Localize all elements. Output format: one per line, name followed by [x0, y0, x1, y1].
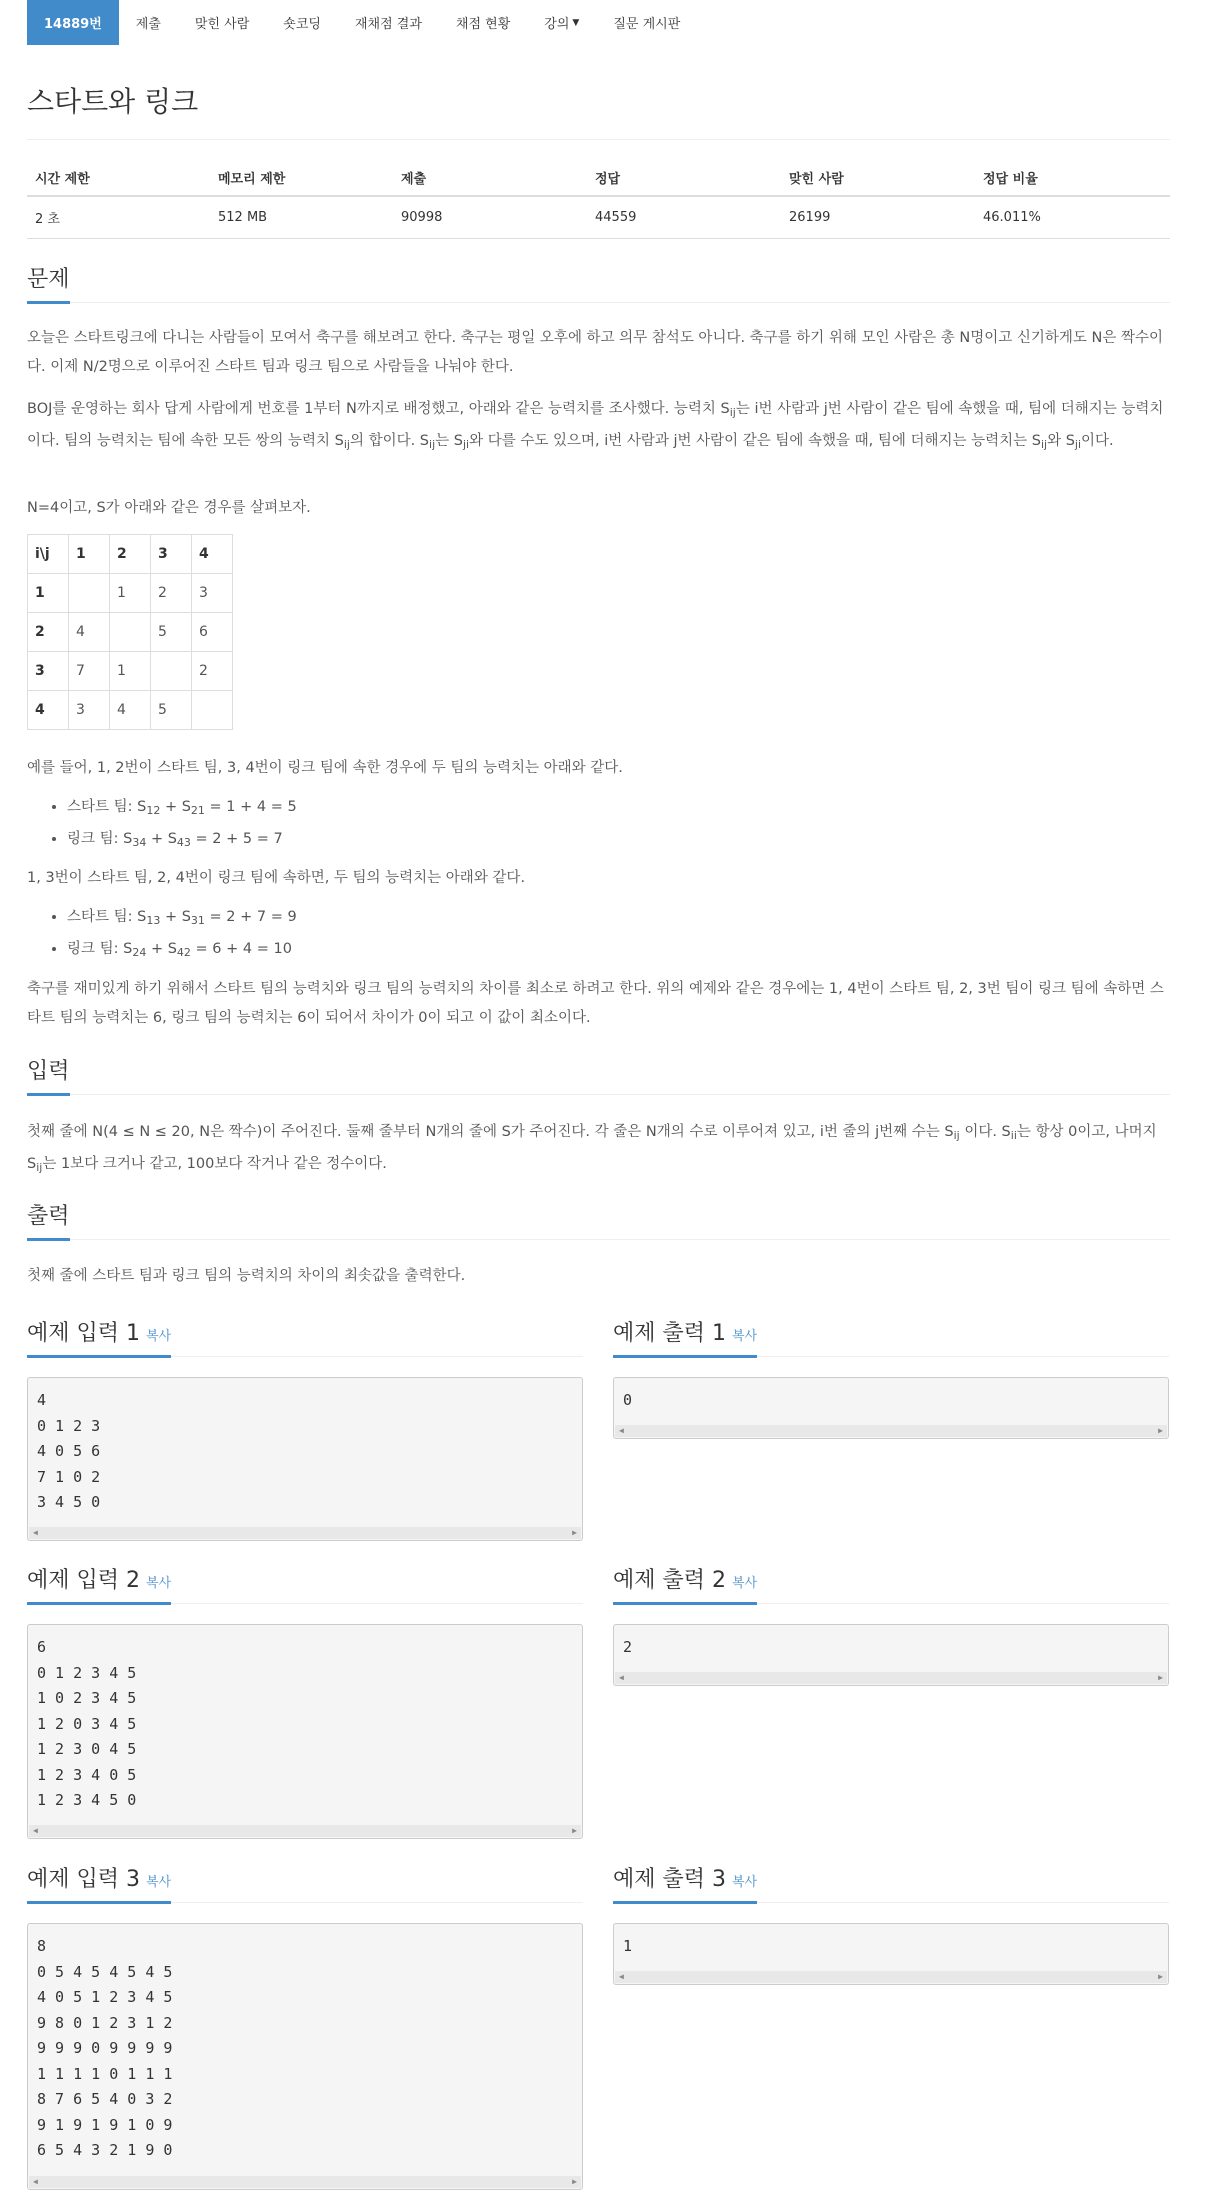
table-row	[27, 196, 1170, 239]
problem-info-table	[27, 162, 1170, 239]
submissions: 90998	[393, 196, 587, 239]
input-description: 첫째 줄에 N(4 ≤ N ≤ 20, N은 짝수)이 주어진다. 둘째 줄부터 N개의 줄에 S가 주어진다. 각 줄은 N개의 수로 이루어져 있고, i번 줄의 j번째 수는 $S_{ij}$ 이다. $S_{ii}$는 항상 0이고, 나머지 $S_{ij}$는 1보다 크거나 같고, 100보다 작거나 같은 정수이다.	[27, 1124, 1157, 1174]
table-header: 2	[110, 535, 151, 574]
table-row	[28, 652, 233, 691]
table-header: 맞힌 사람	[781, 162, 975, 196]
matrix-cell: 5	[151, 613, 192, 652]
table-header: 메모리 제한	[210, 162, 393, 196]
tab-question-board[interactable]: 질문 게시판	[613, 17, 681, 32]
horizontal-scrollbar[interactable]: ◀ ▶	[29, 1825, 581, 1837]
row-header: 3	[28, 652, 69, 691]
matrix-cell: 4	[110, 691, 151, 730]
sample-output-1-header	[613, 1316, 1169, 1358]
tab-solvers[interactable]: 맞힌 사람	[194, 17, 250, 32]
section-title: 예제 입력 2 복사	[27, 1563, 171, 1605]
matrix-cell	[192, 691, 233, 730]
table-header: 제출	[393, 162, 587, 196]
matrix-cell: 3	[192, 574, 233, 613]
matrix-cell	[69, 574, 110, 613]
section-title: 예제 입력 3 복사	[27, 1862, 171, 1904]
section-title: 예제 출력 3 복사	[613, 1862, 757, 1904]
table-row	[28, 574, 233, 613]
matrix-cell	[110, 613, 151, 652]
solvers: 26199	[781, 196, 975, 239]
list-item: • 스타트 팀: $S_{12} + S_{21} = 1 + 4 = 5$	[67, 793, 1067, 825]
section-title: 예제 출력 1 복사	[613, 1316, 757, 1358]
accepted: 44559	[587, 196, 781, 239]
statement-paragraph: 1, 3번이 스타트 팀, 2, 4번이 링크 팀에 속하면, 두 팀의 능력치는 아래와 같다.	[27, 870, 526, 886]
copy-button[interactable]: 복사	[146, 1576, 172, 1591]
table-header: 정답	[587, 162, 781, 196]
matrix-cell: 5	[151, 691, 192, 730]
matrix-cell: 2	[192, 652, 233, 691]
table-header: 4	[192, 535, 233, 574]
copy-button[interactable]: 복사	[732, 1576, 758, 1591]
matrix-cell: 6	[192, 613, 233, 652]
table-header: 정답 비율	[975, 162, 1170, 196]
problem-section-header	[27, 262, 1170, 304]
horizontal-scrollbar[interactable]: ◀ ▶	[615, 1971, 1167, 1983]
caret-down-icon: ▼	[572, 17, 580, 28]
horizontal-scrollbar[interactable]: ◀ ▶	[29, 2176, 581, 2188]
statement-paragraph: N=4이고, S가 아래와 같은 경우를 살펴보자.	[27, 500, 311, 516]
table-header: i\j	[28, 535, 69, 574]
row-header: 2	[28, 613, 69, 652]
copy-button[interactable]: 복사	[146, 1329, 172, 1344]
table-row	[28, 535, 233, 574]
tab-lectures-label: 강의	[544, 17, 570, 32]
memory-limit: 512 MB	[210, 196, 393, 239]
table-header: 시간 제한	[27, 162, 210, 196]
list-item: • 링크 팀: $S_{34} + S_{43} = 2 + 5 = 7$	[67, 825, 1067, 857]
matrix-cell: 3	[69, 691, 110, 730]
tab-status[interactable]: 채점 현황	[455, 17, 511, 32]
table-row	[28, 613, 233, 652]
tab-short-coding[interactable]: 숏코딩	[283, 17, 321, 32]
section-title: 예제 출력 2 복사	[613, 1563, 757, 1605]
statement-paragraph: 오늘은 스타트링크에 다니는 사람들이 모여서 축구를 해보려고 한다. 축구는 평일 오후에 하고 의무 참석도 아니다. 축구를 하기 위해 모인 사람은 총 N명이고 신기하게도 N은 짝수이다. 이제 N/2명으로 이루어진 스타트 팀과 링크 팀으로 사람들을 나눠야 한다.	[27, 330, 1164, 375]
table-row	[28, 691, 233, 730]
copy-button[interactable]: 복사	[146, 1875, 172, 1890]
sample-input-2-header	[27, 1563, 583, 1605]
problem-menu	[27, 0, 1170, 45]
tab-lectures[interactable]	[527, 0, 596, 45]
horizontal-scrollbar[interactable]: ◀ ▶	[29, 1527, 581, 1539]
sample-input-3-header	[27, 1862, 583, 1904]
example-list	[27, 903, 1067, 967]
sample-input-3[interactable]: 8 0 5 4 5 4 5 4 5 4 0 5 1 2 3 4 5 9 8 0 1 2 3 1 2 9 9 9 0 9 9 9 9 1 1 1 1 0 1 1 1 8 7 6 5 4 0 3 2 9 1 9 1 9 1 0 9 6 5 4 3 2 1 9 0 ◀ ▶	[27, 1923, 583, 2190]
horizontal-scrollbar[interactable]: ◀ ▶	[615, 1672, 1167, 1684]
sample-output-1[interactable]: 0 ◀ ▶	[613, 1377, 1169, 1439]
sample-output-2[interactable]: 2 ◀ ▶	[613, 1624, 1169, 1686]
input-section-header	[27, 1054, 1170, 1096]
list-item: • 링크 팀: $S_{24} + S_{42} = 6 + 4 = 10$	[67, 935, 1067, 967]
sample-input-1[interactable]: 4 0 1 2 3 4 0 5 6 7 1 0 2 3 4 5 0 ◀ ▶	[27, 1377, 583, 1541]
copy-button[interactable]: 복사	[732, 1875, 758, 1890]
example-list	[27, 793, 1067, 857]
statement-paragraph: 축구를 재미있게 하기 위해서 스타트 팀의 능력치와 링크 팀의 능력치의 차이를 최소로 하려고 한다. 위의 예제와 같은 경우에는 1, 4번이 스타트 팀, 2, 3번 팀이 링크 팀에 속하면 스타트 팀의 능력치는 6, 링크 팀의 능력치는 6이 되어서 차이가 0이 되고 이 값이 최소이다.	[27, 981, 1164, 1026]
matrix-cell	[151, 652, 192, 691]
matrix-cell: 7	[69, 652, 110, 691]
statement-paragraph: 예를 들어, 1, 2번이 스타트 팀, 3, 4번이 링크 팀에 속한 경우에 두 팀의 능력치는 아래와 같다.	[27, 760, 623, 776]
statement-paragraph: BOJ를 운영하는 회사 답게 사람에게 번호를 1부터 N까지로 배정했고, 아래와 같은 능력치를 조사했다. 능력치 $S_{ij}$는 i번 사람과 j번 사람이 같은 팀에 속했을 때, 팀에 더해지는 능력치이다. 팀의 능력치는 팀에 속한 모든 쌍의 능력치 $S_{ij}$의 합이다. $S_{ij}$는 $S_{ji}$와 다를 수도 있으며, i번 사람과 j번 사람이 같은 팀에 속했을 때, 팀에 더해지는 능력치는 $S_{ij}$와 $S_{ji}$이다.	[27, 401, 1164, 451]
sample-output-2-header	[613, 1563, 1169, 1605]
section-title: 예제 입력 1 복사	[27, 1316, 171, 1358]
list-item: • 스타트 팀: $S_{13} + S_{31} = 2 + 7 = 9$	[67, 903, 1067, 935]
sample-output-3[interactable]: 1 ◀ ▶	[613, 1923, 1169, 1985]
table-header-row	[27, 162, 1170, 196]
tab-submit[interactable]: 제출	[135, 17, 161, 32]
horizontal-scrollbar[interactable]: ◀ ▶	[615, 1425, 1167, 1437]
copy-button[interactable]: 복사	[732, 1329, 758, 1344]
tab-rejudge-results[interactable]: 재채점 결과	[354, 17, 422, 32]
tab-problem[interactable]: 14889번	[27, 0, 119, 45]
sample-input-2[interactable]: 6 0 1 2 3 4 5 1 0 2 3 4 5 1 2 0 3 4 5 1 2 3 0 4 5 1 2 3 4 0 5 1 2 3 4 5 0 ◀ ▶	[27, 1624, 583, 1839]
row-header: 1	[28, 574, 69, 613]
accept-ratio: 46.011%	[975, 196, 1170, 239]
sample-output-3-header	[613, 1862, 1169, 1904]
section-title: 문제	[27, 262, 70, 304]
divider	[27, 139, 1170, 140]
output-description: 첫째 줄에 스타트 팀과 링크 팀의 능력치의 차이의 최솟값을 출력한다.	[27, 1268, 466, 1284]
table-header: 1	[69, 535, 110, 574]
row-header: 4	[28, 691, 69, 730]
page-title: 스타트와 링크	[27, 85, 199, 118]
matrix-cell: 4	[69, 613, 110, 652]
time-limit: 2 초	[27, 196, 210, 239]
output-section-header	[27, 1199, 1170, 1241]
section-title: 입력	[27, 1054, 70, 1096]
table-header: 3	[151, 535, 192, 574]
ability-matrix	[27, 534, 233, 730]
matrix-cell: 1	[110, 652, 151, 691]
matrix-cell: 2	[151, 574, 192, 613]
matrix-cell: 1	[110, 574, 151, 613]
sample-input-1-header	[27, 1316, 583, 1358]
section-title: 출력	[27, 1199, 70, 1241]
